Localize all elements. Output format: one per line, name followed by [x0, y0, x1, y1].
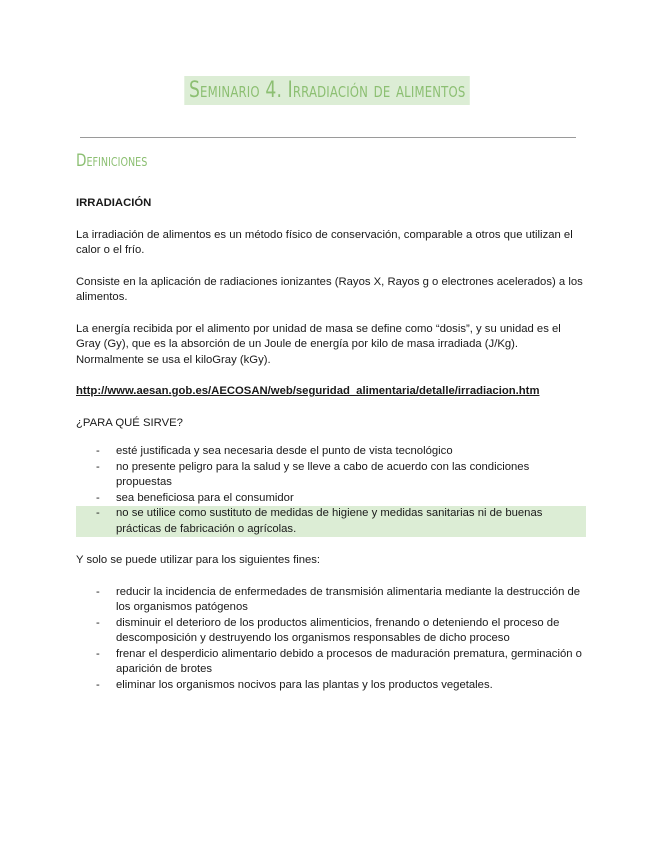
- paragraph-definition: La irradiación de alimentos es un método físico de conservación, comparable a otros que utilizan el calor o el frío.: [76, 228, 573, 256]
- dash-bullet: -: [96, 647, 100, 660]
- list-item: - sea beneficiosa para el consumidor: [76, 491, 586, 507]
- dash-bullet: -: [96, 678, 100, 691]
- dash-bullet: -: [96, 507, 100, 519]
- section-heading: Definiciones: [76, 151, 148, 171]
- dash-bullet: -: [96, 585, 100, 598]
- list-item: - esté justificada y sea necesaria desde el punto de vista tecnológico: [76, 444, 586, 460]
- paragraph-application: Consiste en la aplicación de radiaciones ionizantes (Rayos X, Rayos g o electrones acelerados) a los alimentos.: [76, 275, 583, 303]
- irradiacion-heading: IRRADIACIÓN: [76, 197, 152, 209]
- aesan-link[interactable]: http://www.aesan.gob.es/AECOSAN/web/seguridad_alimentaria/detalle/irradiacion.htm: [76, 385, 540, 397]
- list-item: - disminuir el deterioro de los productos alimenticios, frenando o deteniendo el proceso de descomposición y destruyendo los organismos responsables de dicho proceso: [96, 616, 560, 644]
- list-item-highlighted: - no se utilice como sustituto de medidas de higiene y medidas sanitarias ni de buenas prácticas de fabricación o agrícolas.: [76, 506, 586, 537]
- page-title: Seminario 4. Irradiación de alimentos: [185, 76, 471, 105]
- dash-bullet: -: [96, 445, 100, 457]
- conditions-list: [76, 444, 586, 537]
- list-item: - no presente peligro para la salud y se lleve a cabo de acuerdo con las condiciones propuestas: [96, 460, 530, 488]
- title-block: [0, 76, 655, 105]
- title-divider: [80, 137, 576, 138]
- dash-bullet: -: [96, 460, 100, 473]
- list-item: - eliminar los organismos nocivos para las plantas y los productos vegetales.: [76, 678, 586, 694]
- dash-bullet: -: [96, 616, 100, 629]
- dash-bullet: -: [96, 491, 100, 504]
- para-que-question: ¿PARA QUÉ SIRVE?: [76, 416, 183, 429]
- document-body: [76, 196, 586, 693]
- list-item: - frenar el desperdicio alimentario debido a procesos de maduración prematura, germinación o aparición de brotes: [96, 647, 582, 675]
- list-item: - reducir la incidencia de enfermedades de transmisión alimentaria mediante la destrucción de los organismos patógenos: [96, 585, 581, 613]
- paragraph-dose: La energía recibida por el alimento por unidad de masa se define como “dosis”, y su unidad es el Gray (Gy), que es la absorción de un Joule de energía por kilo de masa irradiada (J/Kg). Normalmente se usa el kiloGray (kGy).: [76, 322, 561, 366]
- purposes-list: [76, 585, 586, 694]
- fines-intro: Y solo se puede utilizar para los siguientes fines:: [76, 554, 321, 566]
